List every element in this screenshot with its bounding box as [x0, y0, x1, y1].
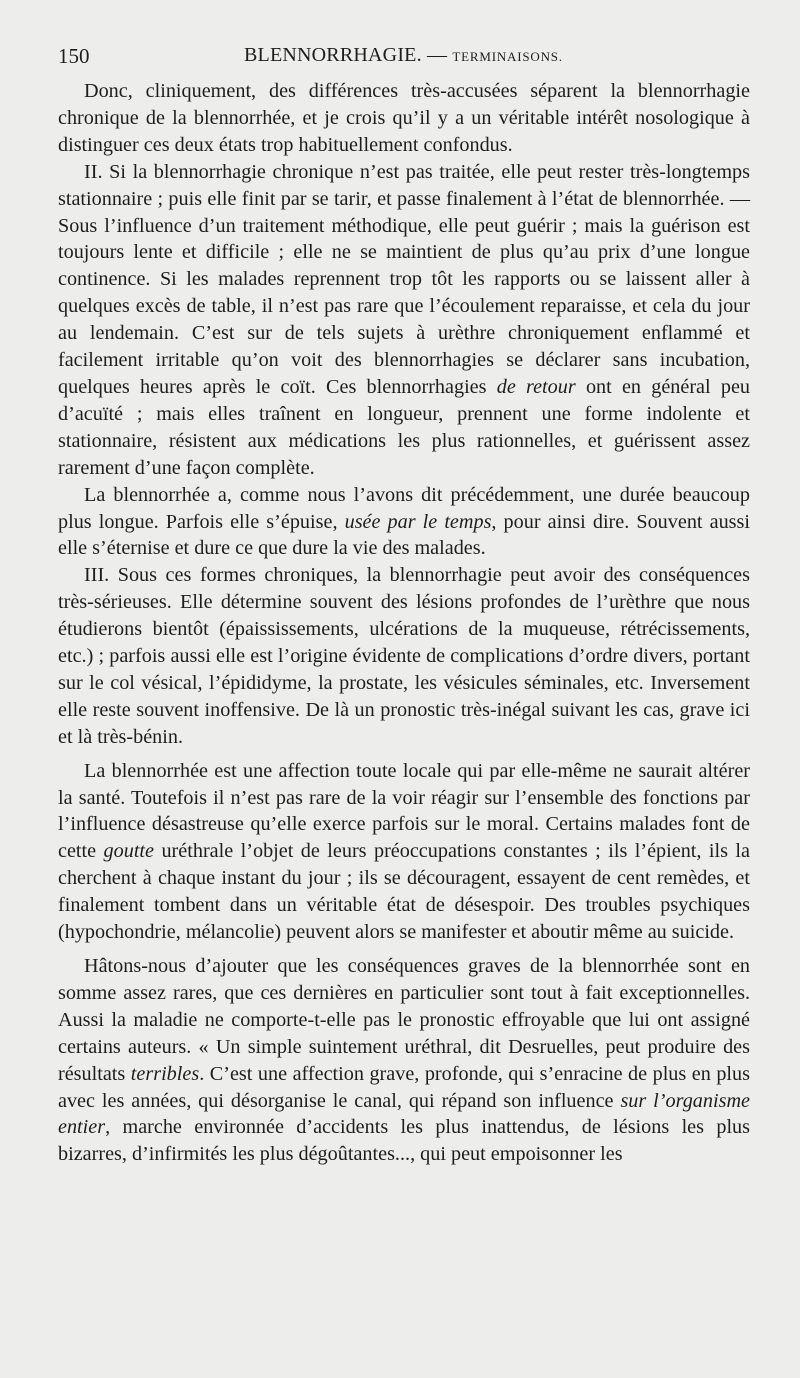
text-segment: Hâtons-nous d’ajouter que les conséquences graves de la blennorrhée sont en somme assez rares, que ces dernières en particulier sont tout à fait exceptionnelles. Aussi la maladie ne comporte-t-elle pas le pronostic effroyable que lui ont assigné certains auteurs. « Un simple suintement uréthral, dit Desruelles, peut produire des résultats — [58, 955, 750, 1085]
running-head-title: BLENNORRHAGIE. — [244, 44, 422, 66]
text-segment: La blennorrhée a, comme nous l’avons dit précédemment, une durée beaucoup plus longue. Parfois elle s’épuise, — [58, 483, 750, 533]
page-header — [58, 44, 758, 78]
italic-text: goutte — [103, 840, 155, 863]
text-segment: , pour ainsi dire. Souvent aussi elle s’éternise et dure ce que dure la vie des malades. — [58, 510, 750, 560]
italic-text: usée par le temps — [344, 510, 492, 533]
text-segment: III. Sous ces formes chroniques, la blennorrhagie peut avoir des conséquences très-sérieuses. Elle détermine souvent des lésions profondes de l’urèthre que nous étudierons bientôt (épaississements, ulcérations de la muqueuse, rétrécissements, etc.) ; parfois aussi elle est l’origine évidente de complications d’ordre divers, portant sur le col vésical, l’épididyme, la prostate, les vésicules séminales, etc. Inversement elle reste souvent inoffensive. De là un pronostic très-inégal suivant les cas, grave ici et là très-bénin. — [58, 564, 750, 748]
paragraph — [58, 562, 750, 750]
text-segment: II. Si la blennorrhagie chronique n’est pas traitée, elle peut rester très-longtemps stationnaire ; puis elle finit par se tarir, et passe finalement à l’état de blennorrhée. — Sous l’influence d’un traitement méthodique, elle peut guérir ; mais la guérison est toujours lente et difficile ; elle ne se maintient de plus qu’au prix d’une longue continence. Si les malades reprennent trop tôt les rapports ou se laissent aller à quelques excès de table, il n’est pas rare que l’écoulement reparaisse, et cela du jour au lendemain. C’est sur de tels sujets à urèthre chroniquement enflammé et facilement irritable qu’on voit des blennorrhagies se déclarer sans incubation, quelques heures après le coït. Ces blennorrhagies — [58, 160, 750, 398]
paragraph — [58, 758, 750, 946]
italic-text: sur l’organisme entier — [58, 1089, 750, 1139]
running-head-dash: — — [427, 44, 448, 66]
paragraph — [58, 159, 750, 482]
paragraph — [58, 953, 750, 1168]
text-segment: , marche environnée d’accidents les plus inattendus, de lésions les plus bizarres, d’infirmités les plus dégoûtantes..., qui peut empoisonner les — [58, 1116, 750, 1166]
text-segment: Donc, cliniquement, des différences très-accusées séparent la blennorrhagie chronique de la blennorrhée, et je crois qu’il y a un véritable intérêt nosologique à distinguer ces deux états trop habituellement confondus. — [58, 80, 750, 156]
italic-text: de retour — [496, 375, 576, 398]
italic-text: terribles — [130, 1062, 200, 1085]
running-head-subtitle: TERMINAISONS. — [452, 49, 563, 64]
text-segment: ont en général peu d’acuïté ; mais elles traînent en longueur, prennent une forme indolente et stationnaire, résistent aux médications les plus rationnelles, et guérissent assez rarement d’une façon complète. — [58, 375, 750, 479]
body-text — [58, 78, 750, 1168]
paragraph — [58, 482, 750, 563]
text-segment: . C’est une affection grave, profonde, qui s’enracine de plus en plus avec les années, qui désorganise le canal, qui répand son influence — [58, 1062, 750, 1112]
text-segment: uréthrale l’objet de leurs préoccupations constantes ; ils l’épient, ils la cherchent à chaque instant du jour ; ils se découragent, essayent de cent remèdes, et finalement tombent dans un véritable état de désespoir. Des troubles psychiques (hypochondrie, mélancolie) peuvent alors se manifester et aboutir même au suicide. — [58, 840, 750, 944]
text-segment: La blennorrhée est une affection toute locale qui par elle-même ne saurait altérer la santé. Toutefois il n’est pas rare de la voir réagir sur l’ensemble des fonctions par l’influence désastreuse qu’elle exerce parfois sur le moral. Certains malades font de cette — [58, 759, 750, 863]
paragraph — [58, 78, 750, 159]
running-head — [244, 44, 563, 67]
page-number: 150 — [58, 44, 90, 68]
